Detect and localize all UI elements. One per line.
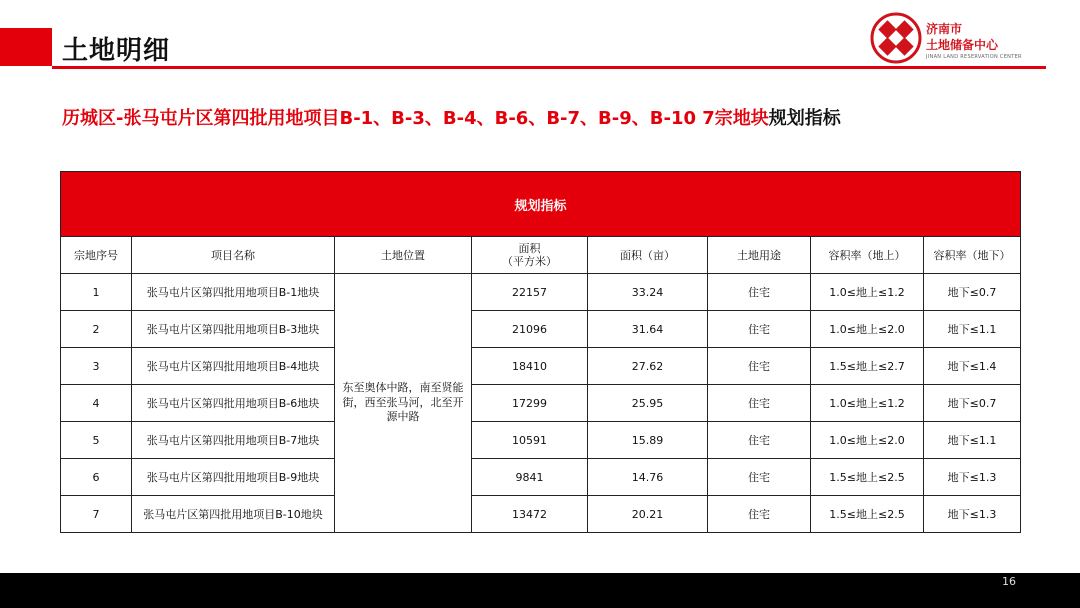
subtitle-rest: 规划指标 xyxy=(768,108,841,129)
cell-name: 张马屯片区第四批用地项目B-3地块 xyxy=(132,311,335,348)
table-row xyxy=(61,274,1021,311)
cell-area-mu: 14.76 xyxy=(588,459,708,496)
cell-seq: 2 xyxy=(61,311,132,348)
table-banner: 规划指标 xyxy=(61,172,1021,237)
cell-area-sqm: 21096 xyxy=(472,311,588,348)
table-header-row xyxy=(61,237,1021,274)
col-header-seq: 宗地序号 xyxy=(61,237,132,274)
subtitle-highlight: 历城区-张马屯片区第四批用地项目B-1、B-3、B-4、B-6、B-7、B-9、B-10 7宗地块 xyxy=(62,108,769,129)
cell-area-sqm: 10591 xyxy=(472,422,588,459)
cell-area-sqm: 13472 xyxy=(472,496,588,533)
cell-area-sqm: 9841 xyxy=(472,459,588,496)
logo-emblem-icon xyxy=(870,12,922,64)
page-title: 土地明细 xyxy=(62,36,171,66)
cell-use: 住宅 xyxy=(708,311,811,348)
cell-far-below: 地下≤1.1 xyxy=(924,422,1021,459)
cell-area-mu: 15.89 xyxy=(588,422,708,459)
land-reserve-center-logo xyxy=(870,12,1050,66)
cell-far-above: 1.0≤地上≤2.0 xyxy=(811,422,924,459)
cell-far-below: 地下≤1.4 xyxy=(924,348,1021,385)
col-header-area-sqm: 面积 （平方米） xyxy=(472,237,588,274)
cell-name: 张马屯片区第四批用地项目B-10地块 xyxy=(132,496,335,533)
page-number: 16 xyxy=(1002,575,1016,588)
col-header-far-above: 容积率（地上） xyxy=(811,237,924,274)
cell-seq: 6 xyxy=(61,459,132,496)
cell-area-sqm: 22157 xyxy=(472,274,588,311)
cell-far-above: 1.5≤地上≤2.5 xyxy=(811,496,924,533)
cell-far-below: 地下≤0.7 xyxy=(924,385,1021,422)
cell-use: 住宅 xyxy=(708,274,811,311)
table-row xyxy=(61,459,1021,496)
section-subtitle xyxy=(62,104,841,130)
logo-text-city: 济南市 xyxy=(926,22,963,36)
cell-name: 张马屯片区第四批用地项目B-9地块 xyxy=(132,459,335,496)
cell-name: 张马屯片区第四批用地项目B-1地块 xyxy=(132,274,335,311)
table-row xyxy=(61,385,1021,422)
cell-far-above: 1.5≤地上≤2.5 xyxy=(811,459,924,496)
header-divider xyxy=(52,66,1046,69)
cell-far-below: 地下≤1.3 xyxy=(924,459,1021,496)
cell-use: 住宅 xyxy=(708,422,811,459)
cell-far-above: 1.0≤地上≤1.2 xyxy=(811,385,924,422)
col-header-area-mu: 面积（亩） xyxy=(588,237,708,274)
cell-seq: 1 xyxy=(61,274,132,311)
footer-bar xyxy=(0,573,1080,608)
table-row xyxy=(61,496,1021,533)
logo-text-english: JINAN LAND RESERVATION CENTER xyxy=(926,54,1022,60)
cell-far-above: 1.0≤地上≤1.2 xyxy=(811,274,924,311)
col-header-far-below: 容积率（地下） xyxy=(924,237,1021,274)
cell-far-above: 1.0≤地上≤2.0 xyxy=(811,311,924,348)
cell-use: 住宅 xyxy=(708,348,811,385)
cell-area-mu: 27.62 xyxy=(588,348,708,385)
cell-use: 住宅 xyxy=(708,459,811,496)
logo-text-center: 土地储备中心 xyxy=(926,38,999,52)
cell-area-sqm: 18410 xyxy=(472,348,588,385)
table-row xyxy=(61,311,1021,348)
cell-far-above: 1.5≤地上≤2.7 xyxy=(811,348,924,385)
cell-seq: 7 xyxy=(61,496,132,533)
cell-seq: 4 xyxy=(61,385,132,422)
col-header-use: 土地用途 xyxy=(708,237,811,274)
col-header-name: 项目名称 xyxy=(132,237,335,274)
col-header-location: 土地位置 xyxy=(335,237,472,274)
cell-far-below: 地下≤1.3 xyxy=(924,496,1021,533)
cell-area-mu: 31.64 xyxy=(588,311,708,348)
table-row xyxy=(61,422,1021,459)
cell-area-mu: 20.21 xyxy=(588,496,708,533)
cell-far-below: 地下≤1.1 xyxy=(924,311,1021,348)
cell-seq: 3 xyxy=(61,348,132,385)
cell-use: 住宅 xyxy=(708,496,811,533)
table-row xyxy=(61,348,1021,385)
cell-use: 住宅 xyxy=(708,385,811,422)
cell-name: 张马屯片区第四批用地项目B-6地块 xyxy=(132,385,335,422)
cell-far-below: 地下≤0.7 xyxy=(924,274,1021,311)
cell-area-mu: 25.95 xyxy=(588,385,708,422)
cell-name: 张马屯片区第四批用地项目B-7地块 xyxy=(132,422,335,459)
cell-location: 东至奥体中路，南至贤能街，西至张马河，北至开源中路 xyxy=(335,274,472,533)
planning-indicators-table xyxy=(60,171,1021,533)
cell-name: 张马屯片区第四批用地项目B-4地块 xyxy=(132,348,335,385)
cell-seq: 5 xyxy=(61,422,132,459)
title-accent-bar xyxy=(0,28,52,66)
cell-area-mu: 33.24 xyxy=(588,274,708,311)
cell-area-sqm: 17299 xyxy=(472,385,588,422)
